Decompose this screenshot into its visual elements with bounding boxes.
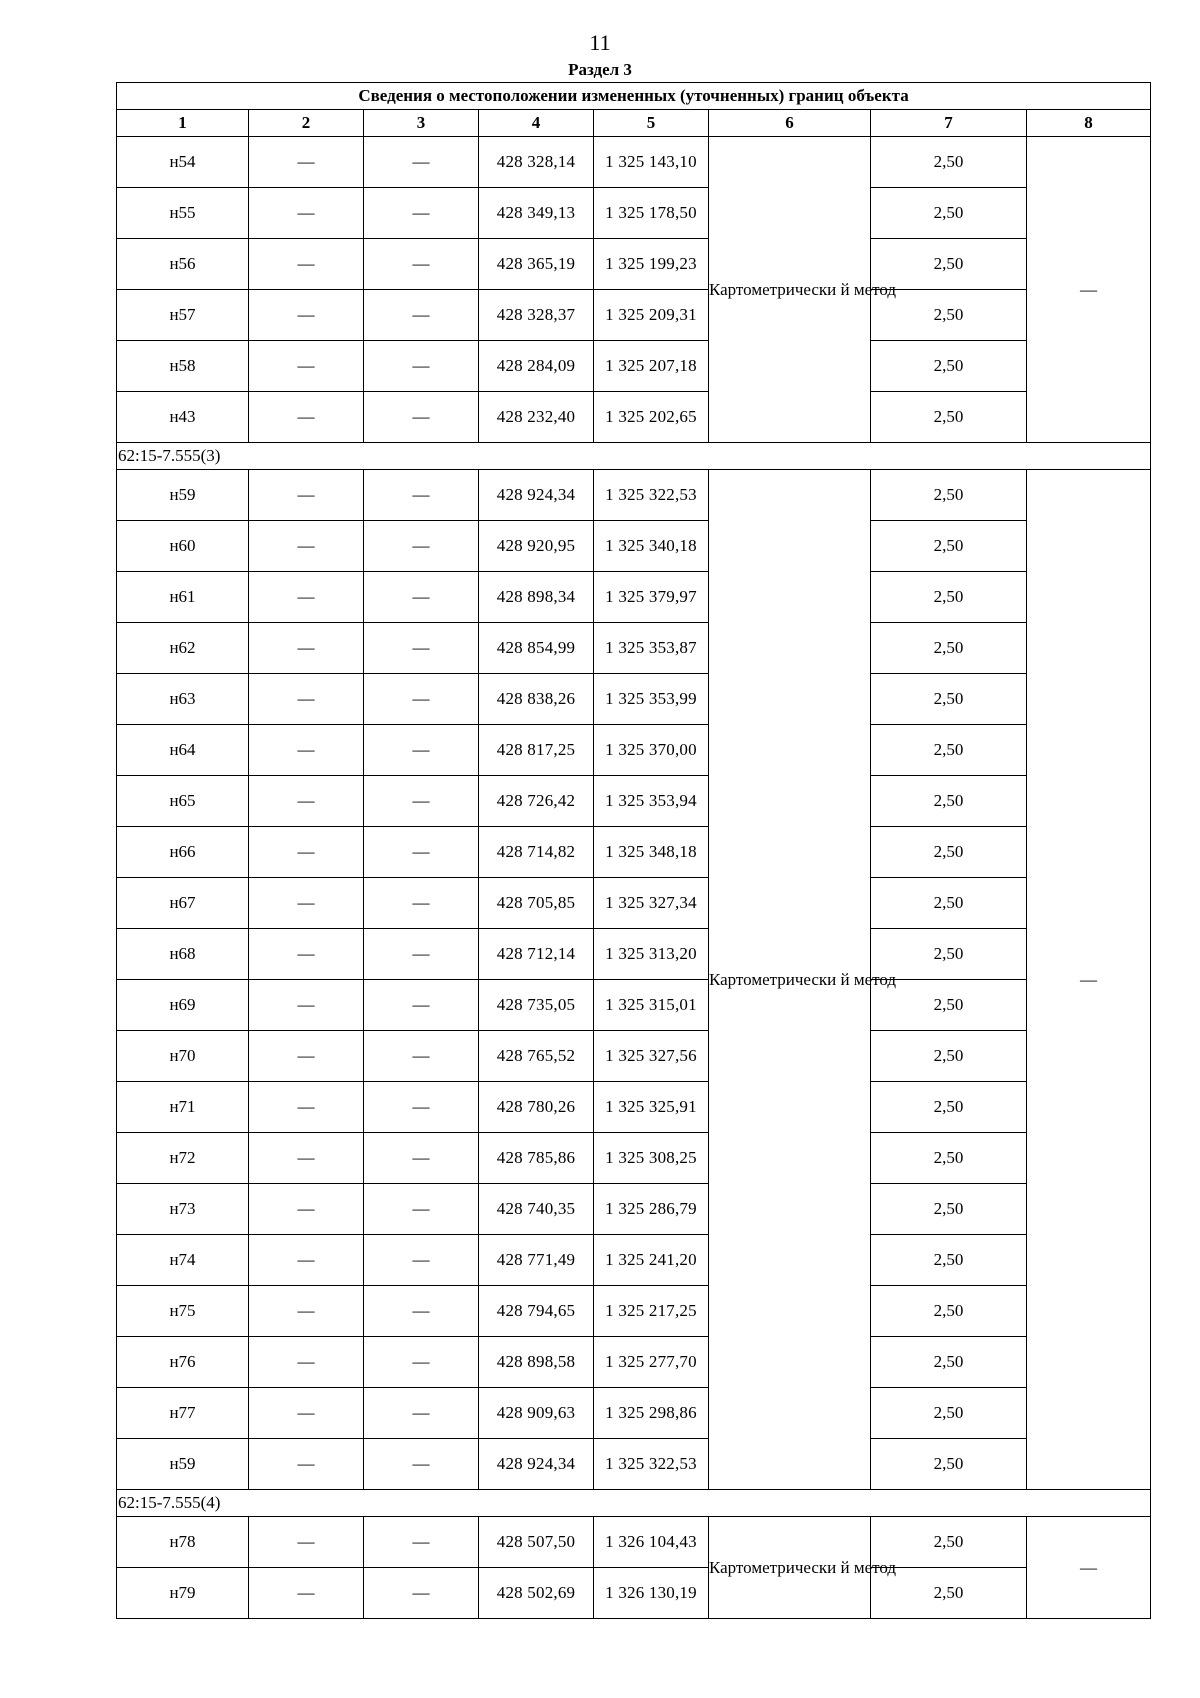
parcel-label: 62:15-7.555(3) [117, 443, 1151, 470]
accuracy-cell: 2,50 [871, 1517, 1027, 1568]
accuracy-cell: 2,50 [871, 929, 1027, 980]
column-2-cell: — [249, 1439, 364, 1490]
x-coordinate-cell: 428 785,86 [479, 1133, 594, 1184]
table-row [117, 674, 1151, 725]
accuracy-cell: 2,50 [871, 725, 1027, 776]
column-number: 1 [117, 110, 249, 137]
column-2-cell: — [249, 1337, 364, 1388]
column-3-cell: — [364, 137, 479, 188]
column-2-cell: — [249, 290, 364, 341]
column-2-cell: — [249, 572, 364, 623]
point-name-cell: н67 [117, 878, 249, 929]
table-row [117, 623, 1151, 674]
column-number: 3 [364, 110, 479, 137]
parcel-label: 62:15-7.555(4) [117, 1490, 1151, 1517]
y-coordinate-cell: 1 325 327,56 [594, 1031, 709, 1082]
y-coordinate-cell: 1 325 286,79 [594, 1184, 709, 1235]
x-coordinate-cell: 428 924,34 [479, 1439, 594, 1490]
x-coordinate-cell: 428 817,25 [479, 725, 594, 776]
accuracy-cell: 2,50 [871, 290, 1027, 341]
x-coordinate-cell: 428 909,63 [479, 1388, 594, 1439]
point-name-cell: н59 [117, 470, 249, 521]
accuracy-cell: 2,50 [871, 674, 1027, 725]
point-name-cell: н77 [117, 1388, 249, 1439]
y-coordinate-cell: 1 325 370,00 [594, 725, 709, 776]
y-coordinate-cell: 1 325 353,99 [594, 674, 709, 725]
table-row [117, 980, 1151, 1031]
column-3-cell: — [364, 725, 479, 776]
column-number-row [117, 110, 1151, 137]
y-coordinate-cell: 1 325 143,10 [594, 137, 709, 188]
point-name-cell: н58 [117, 341, 249, 392]
column-3-cell: — [364, 929, 479, 980]
point-name-cell: н64 [117, 725, 249, 776]
point-name-cell: н79 [117, 1568, 249, 1619]
point-name-cell: н71 [117, 1082, 249, 1133]
column-2-cell: — [249, 827, 364, 878]
accuracy-cell: 2,50 [871, 1439, 1027, 1490]
column-number: 8 [1027, 110, 1151, 137]
accuracy-cell: 2,50 [871, 188, 1027, 239]
accuracy-cell: 2,50 [871, 137, 1027, 188]
table-row [117, 1388, 1151, 1439]
x-coordinate-cell: 428 507,50 [479, 1517, 594, 1568]
x-coordinate-cell: 428 898,34 [479, 572, 594, 623]
accuracy-cell: 2,50 [871, 878, 1027, 929]
point-name-cell: н60 [117, 521, 249, 572]
column-number: 4 [479, 110, 594, 137]
x-coordinate-cell: 428 328,37 [479, 290, 594, 341]
y-coordinate-cell: 1 326 104,43 [594, 1517, 709, 1568]
table-row [117, 1517, 1151, 1568]
y-coordinate-cell: 1 325 241,20 [594, 1235, 709, 1286]
y-coordinate-cell: 1 326 130,19 [594, 1568, 709, 1619]
x-coordinate-cell: 428 780,26 [479, 1082, 594, 1133]
x-coordinate-cell: 428 714,82 [479, 827, 594, 878]
accuracy-cell: 2,50 [871, 623, 1027, 674]
column-2-cell: — [249, 878, 364, 929]
accuracy-cell: 2,50 [871, 392, 1027, 443]
table-title: Сведения о местоположении измененных (уточненных) границ объекта [117, 83, 1151, 110]
table-row [117, 188, 1151, 239]
x-coordinate-cell: 428 740,35 [479, 1184, 594, 1235]
point-name-cell: н56 [117, 239, 249, 290]
column-3-cell: — [364, 1286, 479, 1337]
table-row [117, 1235, 1151, 1286]
x-coordinate-cell: 428 328,14 [479, 137, 594, 188]
y-coordinate-cell: 1 325 207,18 [594, 341, 709, 392]
x-coordinate-cell: 428 735,05 [479, 980, 594, 1031]
section-title: Раздел 3 [568, 60, 632, 79]
table-row [117, 1568, 1151, 1619]
point-name-cell: н66 [117, 827, 249, 878]
column-2-cell: — [249, 1133, 364, 1184]
x-coordinate-cell: 428 349,13 [479, 188, 594, 239]
column-number: 7 [871, 110, 1027, 137]
column-3-cell: — [364, 1031, 479, 1082]
point-name-cell: н62 [117, 623, 249, 674]
point-name-cell: н65 [117, 776, 249, 827]
y-coordinate-cell: 1 325 353,94 [594, 776, 709, 827]
column-number: 2 [249, 110, 364, 137]
table-row [117, 290, 1151, 341]
y-coordinate-cell: 1 325 353,87 [594, 623, 709, 674]
table-row [117, 341, 1151, 392]
x-coordinate-cell: 428 765,52 [479, 1031, 594, 1082]
table-row [117, 239, 1151, 290]
column-2-cell: — [249, 1082, 364, 1133]
table-row [117, 725, 1151, 776]
boundary-points-table [116, 82, 1151, 1619]
accuracy-cell: 2,50 [871, 1235, 1027, 1286]
y-coordinate-cell: 1 325 202,65 [594, 392, 709, 443]
point-name-cell: н59 [117, 1439, 249, 1490]
table-row [117, 1184, 1151, 1235]
point-name-cell: н74 [117, 1235, 249, 1286]
x-coordinate-cell: 428 838,26 [479, 674, 594, 725]
page-number: 11 [589, 30, 611, 55]
y-coordinate-cell: 1 325 322,53 [594, 1439, 709, 1490]
point-name-cell: н69 [117, 980, 249, 1031]
y-coordinate-cell: 1 325 217,25 [594, 1286, 709, 1337]
x-coordinate-cell: 428 920,95 [479, 521, 594, 572]
point-name-cell: н78 [117, 1517, 249, 1568]
x-coordinate-cell: 428 284,09 [479, 341, 594, 392]
y-coordinate-cell: 1 325 379,97 [594, 572, 709, 623]
table-row [117, 572, 1151, 623]
point-name-cell: н43 [117, 392, 249, 443]
y-coordinate-cell: 1 325 325,91 [594, 1082, 709, 1133]
point-name-cell: н57 [117, 290, 249, 341]
column-3-cell: — [364, 827, 479, 878]
table-body [117, 137, 1151, 1619]
column-2-cell: — [249, 725, 364, 776]
point-name-cell: н61 [117, 572, 249, 623]
y-coordinate-cell: 1 325 315,01 [594, 980, 709, 1031]
column-3-cell: — [364, 1439, 479, 1490]
column-3-cell: — [364, 341, 479, 392]
column-2-cell: — [249, 623, 364, 674]
column-3-cell: — [364, 776, 479, 827]
column-2-cell: — [249, 1517, 364, 1568]
method-cell: Картометрически й метод [709, 470, 871, 1490]
column-2-cell: — [249, 470, 364, 521]
point-name-cell: н75 [117, 1286, 249, 1337]
column-2-cell: — [249, 1031, 364, 1082]
accuracy-cell: 2,50 [871, 341, 1027, 392]
column-3-cell: — [364, 290, 479, 341]
column-2-cell: — [249, 776, 364, 827]
y-coordinate-cell: 1 325 298,86 [594, 1388, 709, 1439]
accuracy-cell: 2,50 [871, 827, 1027, 878]
column-3-cell: — [364, 392, 479, 443]
column-3-cell: — [364, 980, 479, 1031]
accuracy-cell: 2,50 [871, 1133, 1027, 1184]
column-2-cell: — [249, 1568, 364, 1619]
table-row [117, 137, 1151, 188]
column-2-cell: — [249, 674, 364, 725]
accuracy-cell: 2,50 [871, 521, 1027, 572]
column-3-cell: — [364, 623, 479, 674]
column-2-cell: — [249, 1184, 364, 1235]
point-name-cell: н73 [117, 1184, 249, 1235]
table-row [117, 1439, 1151, 1490]
x-coordinate-cell: 428 898,58 [479, 1337, 594, 1388]
x-coordinate-cell: 428 705,85 [479, 878, 594, 929]
accuracy-cell: 2,50 [871, 980, 1027, 1031]
column-2-cell: — [249, 341, 364, 392]
x-coordinate-cell: 428 365,19 [479, 239, 594, 290]
parcel-label-row [117, 1490, 1151, 1517]
accuracy-cell: 2,50 [871, 1031, 1027, 1082]
column-3-cell: — [364, 470, 479, 521]
y-coordinate-cell: 1 325 308,25 [594, 1133, 709, 1184]
point-name-cell: н76 [117, 1337, 249, 1388]
column-2-cell: — [249, 1235, 364, 1286]
accuracy-cell: 2,50 [871, 239, 1027, 290]
point-name-cell: н55 [117, 188, 249, 239]
column-2-cell: — [249, 188, 364, 239]
point-name-cell: н63 [117, 674, 249, 725]
column-2-cell: — [249, 980, 364, 1031]
column-3-cell: — [364, 1082, 479, 1133]
y-coordinate-cell: 1 325 322,53 [594, 470, 709, 521]
table-row [117, 878, 1151, 929]
point-name-cell: н70 [117, 1031, 249, 1082]
column-number: 5 [594, 110, 709, 137]
column-3-cell: — [364, 1235, 479, 1286]
table-row [117, 929, 1151, 980]
y-coordinate-cell: 1 325 277,70 [594, 1337, 709, 1388]
point-name-cell: н68 [117, 929, 249, 980]
accuracy-cell: 2,50 [871, 1286, 1027, 1337]
column-3-cell: — [364, 674, 479, 725]
column-3-cell: — [364, 1388, 479, 1439]
x-coordinate-cell: 428 854,99 [479, 623, 594, 674]
column-2-cell: — [249, 1286, 364, 1337]
table-row [117, 827, 1151, 878]
y-coordinate-cell: 1 325 327,34 [594, 878, 709, 929]
y-coordinate-cell: 1 325 209,31 [594, 290, 709, 341]
accuracy-cell: 2,50 [871, 572, 1027, 623]
y-coordinate-cell: 1 325 178,50 [594, 188, 709, 239]
column-8-cell: — [1027, 470, 1151, 1490]
accuracy-cell: 2,50 [871, 776, 1027, 827]
point-name-cell: н72 [117, 1133, 249, 1184]
column-3-cell: — [364, 1133, 479, 1184]
column-3-cell: — [364, 1337, 479, 1388]
table-row [117, 521, 1151, 572]
x-coordinate-cell: 428 712,14 [479, 929, 594, 980]
table-row [117, 1133, 1151, 1184]
y-coordinate-cell: 1 325 313,20 [594, 929, 709, 980]
table-row [117, 776, 1151, 827]
accuracy-cell: 2,50 [871, 470, 1027, 521]
column-3-cell: — [364, 239, 479, 290]
column-3-cell: — [364, 188, 479, 239]
column-3-cell: — [364, 878, 479, 929]
column-8-cell: — [1027, 137, 1151, 443]
x-coordinate-cell: 428 924,34 [479, 470, 594, 521]
x-coordinate-cell: 428 771,49 [479, 1235, 594, 1286]
table-row [117, 1337, 1151, 1388]
accuracy-cell: 2,50 [871, 1337, 1027, 1388]
table-row [117, 392, 1151, 443]
column-2-cell: — [249, 392, 364, 443]
y-coordinate-cell: 1 325 340,18 [594, 521, 709, 572]
method-cell: Картометрически й метод [709, 1517, 871, 1619]
table-row [117, 1286, 1151, 1337]
x-coordinate-cell: 428 502,69 [479, 1568, 594, 1619]
column-2-cell: — [249, 1388, 364, 1439]
table-row [117, 1082, 1151, 1133]
column-2-cell: — [249, 137, 364, 188]
table-row [117, 1031, 1151, 1082]
x-coordinate-cell: 428 726,42 [479, 776, 594, 827]
column-number: 6 [709, 110, 871, 137]
column-3-cell: — [364, 1517, 479, 1568]
accuracy-cell: 2,50 [871, 1082, 1027, 1133]
y-coordinate-cell: 1 325 348,18 [594, 827, 709, 878]
table-row [117, 470, 1151, 521]
column-3-cell: — [364, 1184, 479, 1235]
y-coordinate-cell: 1 325 199,23 [594, 239, 709, 290]
column-3-cell: — [364, 1568, 479, 1619]
x-coordinate-cell: 428 794,65 [479, 1286, 594, 1337]
column-2-cell: — [249, 521, 364, 572]
method-cell: Картометрически й метод [709, 137, 871, 443]
column-2-cell: — [249, 239, 364, 290]
column-3-cell: — [364, 572, 479, 623]
x-coordinate-cell: 428 232,40 [479, 392, 594, 443]
column-8-cell: — [1027, 1517, 1151, 1619]
column-2-cell: — [249, 929, 364, 980]
column-3-cell: — [364, 521, 479, 572]
point-name-cell: н54 [117, 137, 249, 188]
accuracy-cell: 2,50 [871, 1568, 1027, 1619]
parcel-label-row [117, 443, 1151, 470]
accuracy-cell: 2,50 [871, 1184, 1027, 1235]
accuracy-cell: 2,50 [871, 1388, 1027, 1439]
